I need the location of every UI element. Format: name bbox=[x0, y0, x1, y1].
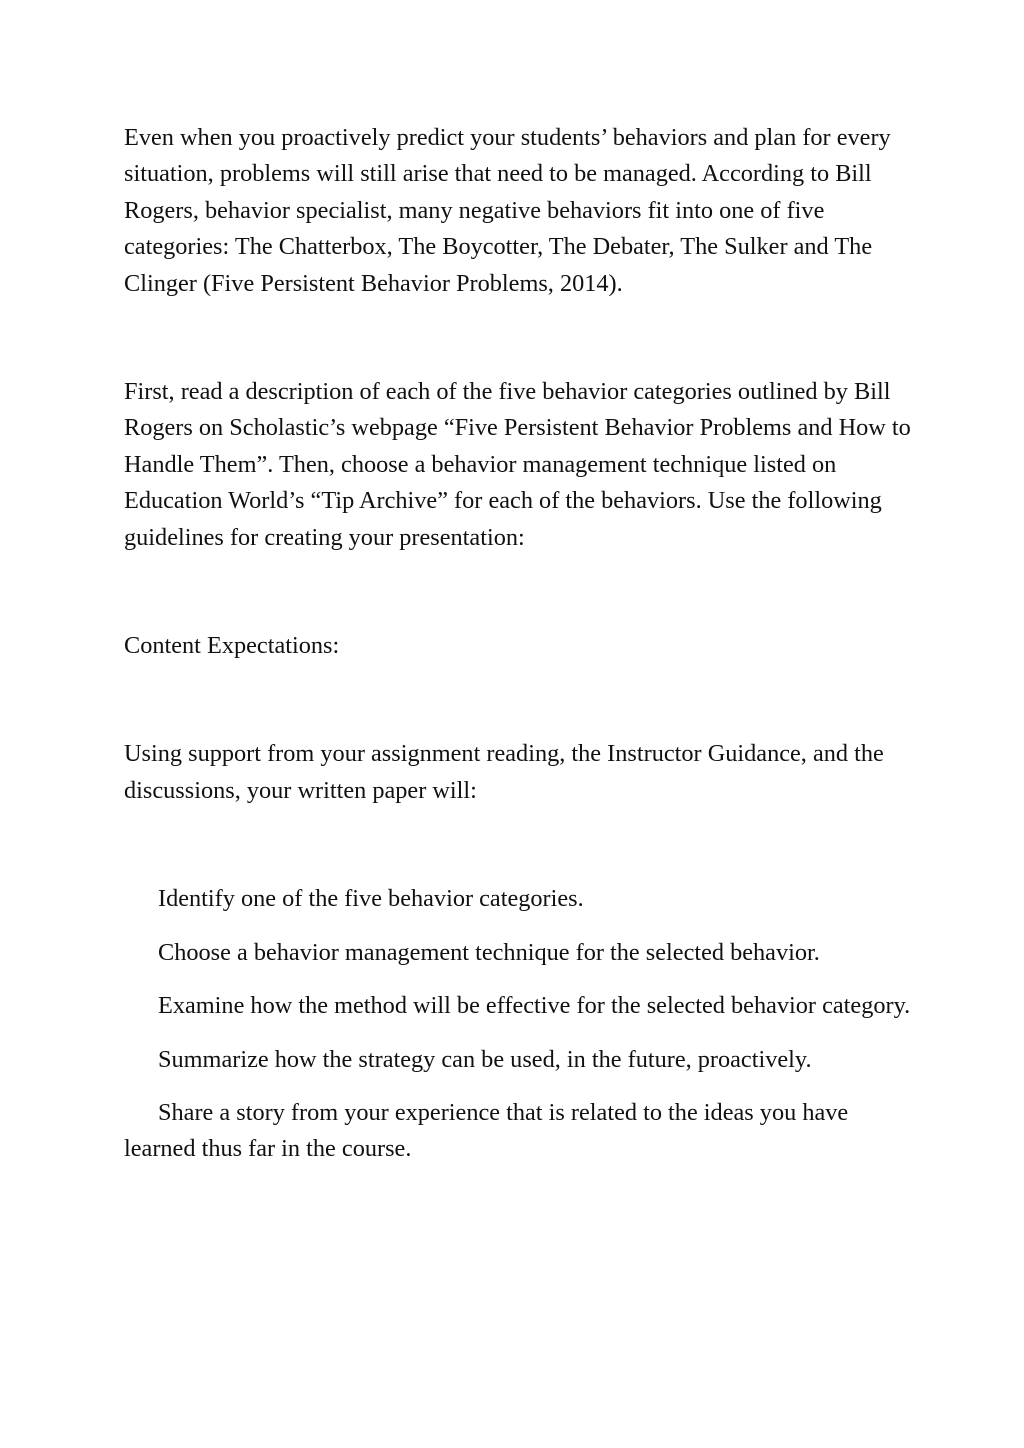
content-expectations-heading: Content Expectations: bbox=[124, 632, 340, 660]
using-support-paragraph: Using support from your assignment reading, the Instructor Guidance, and the discussions, your written paper will: bbox=[124, 740, 884, 804]
list-item: Examine how the method will be effective for the selected behavior category. bbox=[158, 992, 911, 1020]
expectations-list bbox=[124, 881, 914, 1167]
intro-paragraph: Even when you proactively predict your students’ behaviors and plan for every situation, problems will still arise that need to be managed. According to Bill Rogers, behavior specialist, many negative behaviors fit into one of five categories: The Chatterbox, The Boycotter, The Debater, The Sulker and The Clinger (Five Persistent Behavior Problems, 2014). bbox=[124, 124, 891, 297]
document-page bbox=[124, 120, 914, 1185]
list-item: Identify one of the five behavior categories. bbox=[158, 885, 584, 913]
list-item: Choose a behavior management technique for the selected behavior. bbox=[158, 938, 820, 966]
instructions-paragraph: First, read a description of each of the five behavior categories outlined by Bill Rogers on Scholastic’s webpage “Five Persistent Behavior Problems and How to Handle Them”. Then, choose a behavior management technique listed on Education World’s “Tip Archive” for each of the behaviors. Use the following guidelines for creating your presentation: bbox=[124, 378, 911, 551]
list-item: Summarize how the strategy can be used, in the future, proactively. bbox=[158, 1045, 812, 1073]
list-item: Share a story from your experience that is related to the ideas you have learned thus far in the course. bbox=[124, 1098, 849, 1163]
